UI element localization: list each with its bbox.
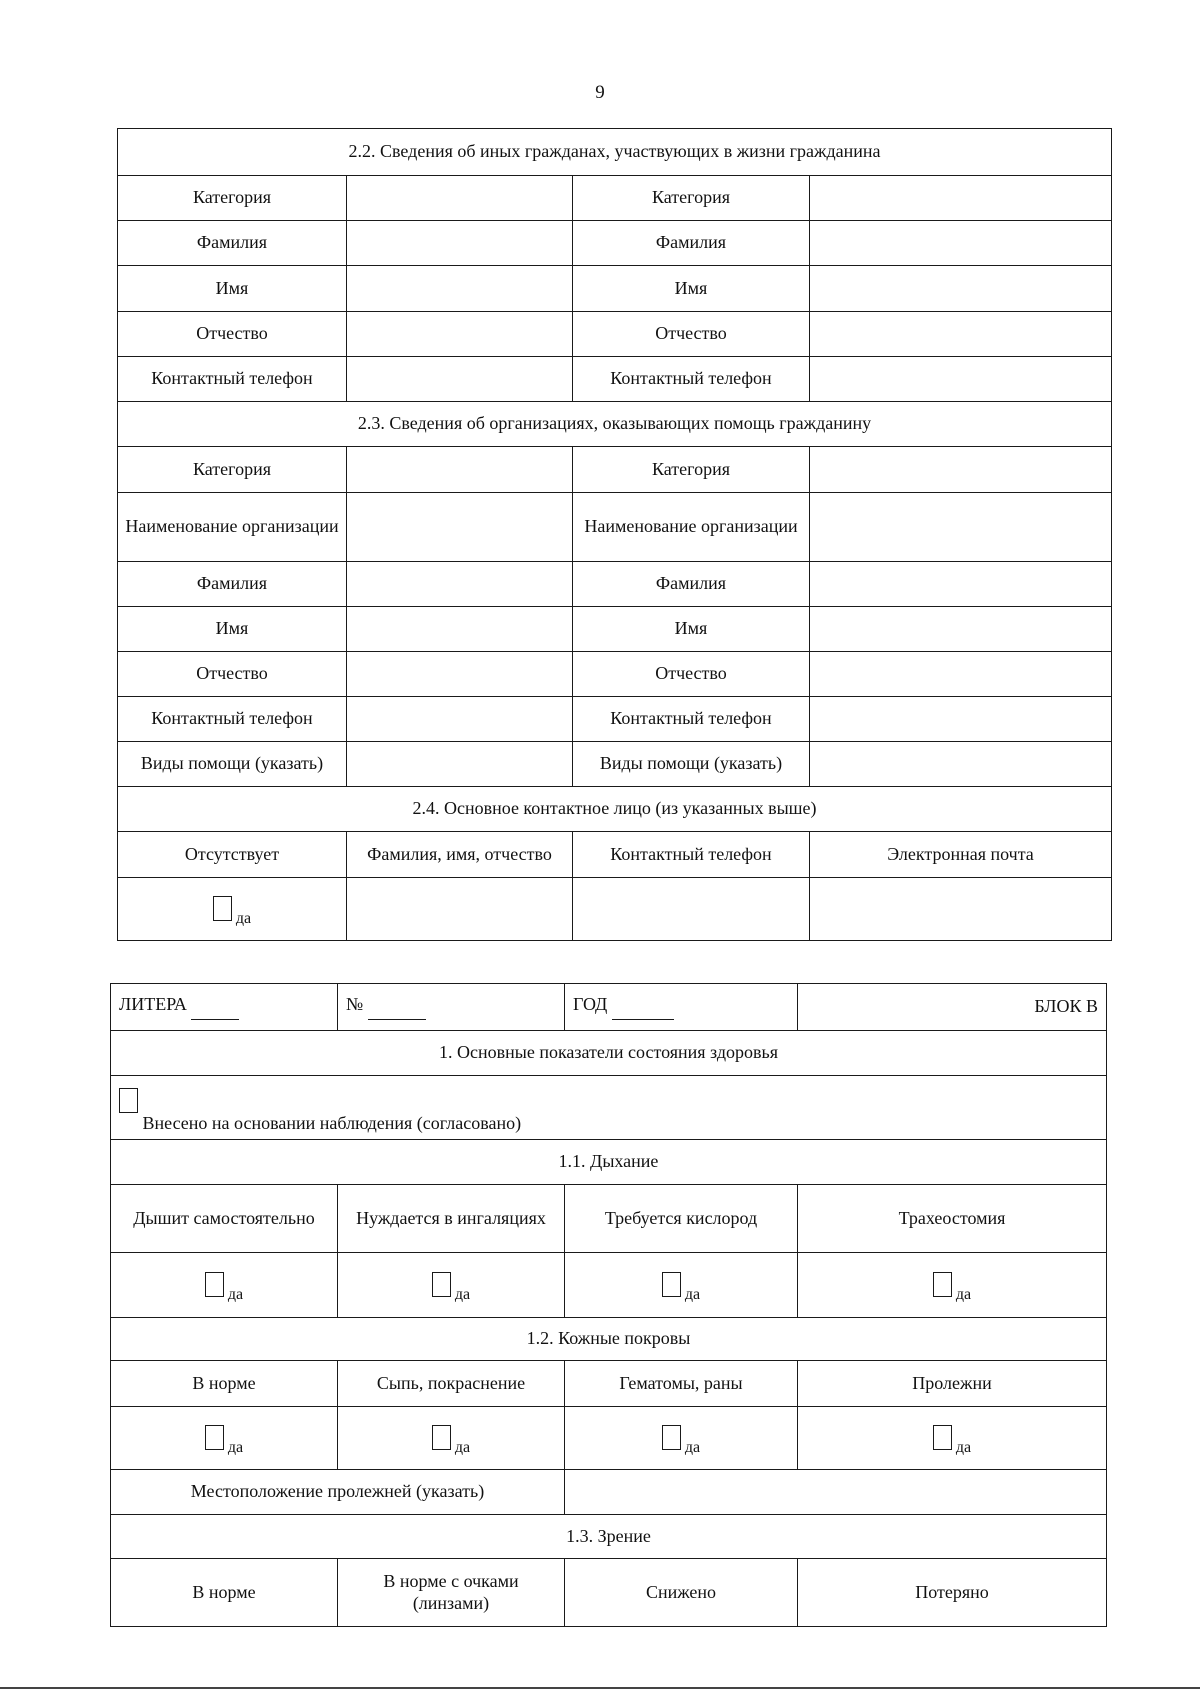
org-input-name-1[interactable]	[347, 607, 573, 652]
bedsore-location-input[interactable]	[565, 1470, 1107, 1515]
skin-title: 1.2. Кожные покровы	[111, 1318, 1107, 1361]
breathing-checkbox-cell[interactable]	[798, 1253, 1107, 1318]
org-label-category: Категория	[573, 447, 810, 493]
header-full-name: Фамилия, имя, отчество	[347, 832, 573, 878]
litera-field[interactable]	[111, 984, 338, 1031]
org-input-name-2[interactable]	[810, 607, 1112, 652]
block-b-table	[110, 983, 1107, 1627]
field-input-name-2[interactable]	[810, 266, 1112, 312]
contact-email-input[interactable]	[810, 878, 1112, 941]
org-input-help-types-2[interactable]	[810, 742, 1112, 787]
observation-row[interactable]	[111, 1076, 1107, 1140]
org-label-name: Имя	[118, 607, 347, 652]
litera-blank[interactable]	[191, 997, 239, 1020]
org-input-surname-2[interactable]	[810, 562, 1112, 607]
checkbox-label: да	[235, 909, 252, 927]
year-field[interactable]	[565, 984, 798, 1031]
field-label-patronymic: Отчество	[118, 312, 347, 357]
year-label: ГОД	[573, 994, 608, 1015]
org-input-patronymic-2[interactable]	[810, 652, 1112, 697]
skin-normal-checkbox[interactable]	[205, 1425, 224, 1450]
field-input-patronymic-2[interactable]	[810, 312, 1112, 357]
org-input-patronymic-1[interactable]	[347, 652, 573, 697]
vision-title: 1.3. Зрение	[111, 1515, 1107, 1559]
page-number: 9	[595, 82, 605, 103]
number-label: №	[346, 994, 364, 1015]
field-input-phone-2[interactable]	[810, 357, 1112, 402]
org-input-org-name-2[interactable]	[810, 493, 1112, 562]
litera-label: ЛИТЕРА	[119, 994, 187, 1015]
contact-phone-input[interactable]	[573, 878, 810, 941]
section-2-2-title: 2.2. Сведения об иных гражданах, участвующих в жизни гражданина	[118, 129, 1112, 176]
skin-header-bruises: Гематомы, раны	[565, 1361, 798, 1407]
org-input-category-1[interactable]	[347, 447, 573, 493]
citizens-organizations-table	[117, 128, 1112, 941]
number-field[interactable]	[338, 984, 565, 1031]
breathing-header-tracheostomy: Трахеостомия	[798, 1185, 1107, 1253]
field-label-name: Имя	[118, 266, 347, 312]
skin-header-normal: В норме	[111, 1361, 338, 1407]
org-input-help-types-1[interactable]	[347, 742, 573, 787]
checkbox-label: да	[227, 1438, 244, 1456]
header-contact-phone: Контактный телефон	[573, 832, 810, 878]
page-bottom-rule	[0, 1687, 1200, 1689]
absent-checkbox-cell[interactable]	[118, 878, 347, 941]
field-label-category: Категория	[118, 176, 347, 221]
org-label-org-name: Наименование организации	[118, 493, 347, 562]
field-input-name-1[interactable]	[347, 266, 573, 312]
section-1-title: 1. Основные показатели состояния здоровья	[111, 1031, 1107, 1076]
checkbox-label: да	[227, 1285, 244, 1303]
checkbox-label: да	[454, 1285, 471, 1303]
field-input-surname-1[interactable]	[347, 221, 573, 266]
year-blank[interactable]	[612, 997, 674, 1020]
vision-header-glasses: В норме с очками (линзами)	[338, 1559, 565, 1627]
org-label-patronymic: Отчество	[118, 652, 347, 697]
vision-header-reduced: Снижено	[565, 1559, 798, 1627]
skin-bruises-checkbox[interactable]	[662, 1425, 681, 1450]
field-input-surname-2[interactable]	[810, 221, 1112, 266]
vision-header-lost: Потеряно	[798, 1559, 1107, 1627]
number-blank[interactable]	[368, 997, 426, 1020]
field-label-name: Имя	[573, 266, 810, 312]
field-label-phone: Контактный телефон	[118, 357, 347, 402]
field-label-surname: Фамилия	[118, 221, 347, 266]
section-2-4-title: 2.4. Основное контактное лицо (из указанных выше)	[118, 787, 1112, 832]
observation-note: Внесено на основании наблюдения (согласовано)	[142, 1113, 522, 1134]
skin-header-rash: Сыпь, покраснение	[338, 1361, 565, 1407]
skin-rash-checkbox[interactable]	[432, 1425, 451, 1450]
checkbox-label: да	[454, 1438, 471, 1456]
breathing-self-checkbox[interactable]	[205, 1272, 224, 1297]
org-label-name: Имя	[573, 607, 810, 652]
breathing-checkbox-cell[interactable]	[338, 1253, 565, 1318]
header-absent: Отсутствует	[118, 832, 347, 878]
breathing-tracheostomy-checkbox[interactable]	[933, 1272, 952, 1297]
org-input-org-name-1[interactable]	[347, 493, 573, 562]
checkbox-label: да	[684, 1285, 701, 1303]
field-label-surname: Фамилия	[573, 221, 810, 266]
bedsore-location-label: Местоположение пролежней (указать)	[111, 1470, 565, 1515]
skin-checkbox-cell[interactable]	[338, 1407, 565, 1470]
org-label-patronymic: Отчество	[573, 652, 810, 697]
breathing-checkbox-cell[interactable]	[111, 1253, 338, 1318]
contact-full-name-input[interactable]	[347, 878, 573, 941]
org-label-org-name: Наименование организации	[573, 493, 810, 562]
field-input-patronymic-1[interactable]	[347, 312, 573, 357]
field-label-category: Категория	[573, 176, 810, 221]
vision-header-normal: В норме	[111, 1559, 338, 1627]
org-label-phone: Контактный телефон	[118, 697, 347, 742]
skin-checkbox-cell[interactable]	[111, 1407, 338, 1470]
skin-bedsores-checkbox[interactable]	[933, 1425, 952, 1450]
block-label: БЛОК В	[798, 984, 1107, 1031]
checkbox-label: да	[684, 1438, 701, 1456]
breathing-header-self: Дышит самостоятельно	[111, 1185, 338, 1253]
breathing-inhalation-checkbox[interactable]	[432, 1272, 451, 1297]
breathing-header-oxygen: Требуется кислород	[565, 1185, 798, 1253]
absent-checkbox[interactable]	[213, 896, 232, 921]
org-label-surname: Фамилия	[573, 562, 810, 607]
org-label-category: Категория	[118, 447, 347, 493]
org-label-help-types: Виды помощи (указать)	[573, 742, 810, 787]
field-input-category-1[interactable]	[347, 176, 573, 221]
field-label-phone: Контактный телефон	[573, 357, 810, 402]
field-input-phone-1[interactable]	[347, 357, 573, 402]
checkbox-label: да	[955, 1438, 972, 1456]
skin-header-bedsores: Пролежни	[798, 1361, 1107, 1407]
org-input-surname-1[interactable]	[347, 562, 573, 607]
checkbox-label: да	[955, 1285, 972, 1303]
breathing-header-inhalation: Нуждается в ингаляциях	[338, 1185, 565, 1253]
skin-checkbox-cell[interactable]	[565, 1407, 798, 1470]
header-email: Электронная почта	[810, 832, 1112, 878]
field-label-patronymic: Отчество	[573, 312, 810, 357]
org-label-help-types: Виды помощи (указать)	[118, 742, 347, 787]
breathing-oxygen-checkbox[interactable]	[662, 1272, 681, 1297]
breathing-title: 1.1. Дыхание	[111, 1140, 1107, 1185]
org-input-phone-2[interactable]	[810, 697, 1112, 742]
org-label-surname: Фамилия	[118, 562, 347, 607]
field-input-category-2[interactable]	[810, 176, 1112, 221]
org-input-category-2[interactable]	[810, 447, 1112, 493]
org-label-phone: Контактный телефон	[573, 697, 810, 742]
breathing-checkbox-cell[interactable]	[565, 1253, 798, 1318]
section-2-3-title: 2.3. Сведения об организациях, оказывающих помощь гражданину	[118, 402, 1112, 447]
skin-checkbox-cell[interactable]	[798, 1407, 1107, 1470]
org-input-phone-1[interactable]	[347, 697, 573, 742]
observation-checkbox[interactable]	[119, 1088, 138, 1113]
